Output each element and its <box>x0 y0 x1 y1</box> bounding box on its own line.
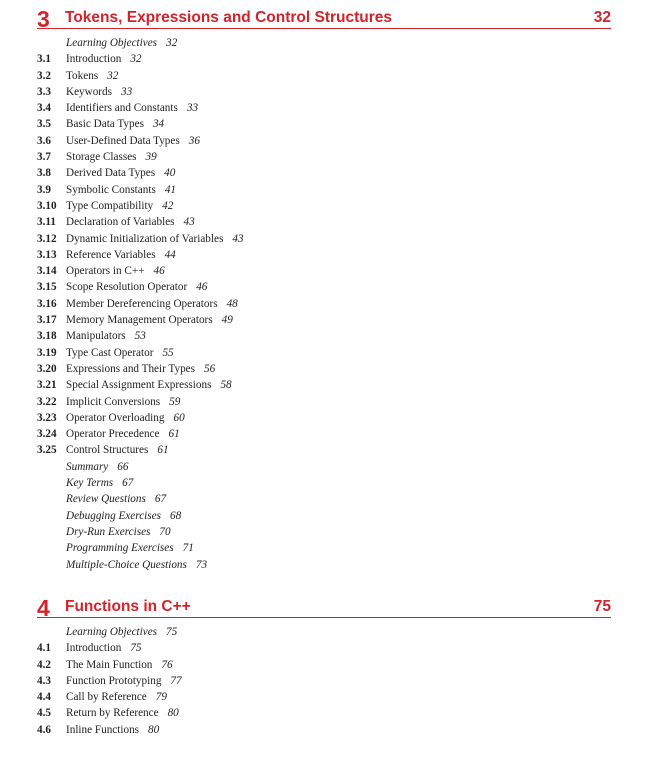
toc-entry[interactable] <box>37 640 611 656</box>
toc-entry[interactable] <box>37 165 611 181</box>
section-number: 4.3 <box>37 674 51 687</box>
section-page: 68 <box>169 509 182 522</box>
section-page: 55 <box>162 346 174 359</box>
section-page: 32 <box>166 37 178 49</box>
section-text <box>66 100 198 116</box>
section-title: Reference Variables <box>66 248 156 261</box>
chapter-title[interactable]: Functions in C++ <box>65 598 191 615</box>
section-title: Introduction <box>66 642 122 655</box>
section-page: 79 <box>155 691 167 704</box>
section-page: 34 <box>152 118 165 131</box>
section-text <box>66 84 132 100</box>
section-page: 32 <box>130 53 142 66</box>
section-page: 67 <box>154 493 167 506</box>
toc-entry[interactable] <box>37 705 611 721</box>
section-title: Type Cast Operator <box>66 346 154 359</box>
chapter-page: 32 <box>593 9 611 26</box>
toc-entry[interactable] <box>37 442 611 458</box>
section-text <box>66 475 133 491</box>
section-text <box>66 657 173 673</box>
section-text <box>66 263 165 279</box>
toc-entry[interactable] <box>37 84 611 100</box>
section-text <box>66 133 200 149</box>
section-title: Call by Reference <box>66 691 147 704</box>
section-title: The Main Function <box>66 658 153 671</box>
section-page: 73 <box>195 558 208 571</box>
section-text <box>66 557 207 573</box>
section-number: 3.16 <box>37 297 57 310</box>
section-number: 3.8 <box>37 167 51 180</box>
section-page: 32 <box>107 69 119 82</box>
toc-entry[interactable] <box>37 673 611 689</box>
section-title: Dry-Run Exercises <box>66 525 151 538</box>
section-title: Tokens <box>66 69 99 82</box>
section-text <box>66 35 177 51</box>
toc-entry[interactable] <box>37 182 611 198</box>
section-number: 4.6 <box>37 723 51 736</box>
section-text <box>66 491 166 507</box>
toc-entry[interactable] <box>37 116 611 132</box>
section-title: Type Compatibility <box>66 199 154 212</box>
section-number: 3.18 <box>37 330 57 343</box>
section-text <box>66 624 177 640</box>
section-title: Introduction <box>66 53 122 66</box>
section-number: 3.14 <box>37 265 57 278</box>
section-page: 76 <box>161 658 173 671</box>
toc-entry[interactable] <box>37 361 611 377</box>
toc-entry[interactable] <box>37 524 611 540</box>
toc-entry[interactable] <box>37 214 611 230</box>
section-page: 71 <box>182 542 194 555</box>
section-number: 3.12 <box>37 232 57 245</box>
section-title: Storage Classes <box>66 151 137 164</box>
section-title: Scope Resolution Operator <box>66 281 188 294</box>
toc-entry[interactable] <box>37 540 611 556</box>
toc-entry[interactable] <box>37 247 611 263</box>
section-text <box>66 508 181 524</box>
toc-entry[interactable] <box>37 51 611 67</box>
section-number: 3.19 <box>37 346 57 359</box>
section-text <box>66 689 167 705</box>
toc-entry[interactable] <box>37 377 611 393</box>
toc-entry[interactable] <box>37 508 611 524</box>
section-title: Declaration of Variables <box>66 216 175 229</box>
section-number: 3.1 <box>37 53 51 66</box>
section-text <box>66 524 171 540</box>
section-number: 3.25 <box>37 444 57 457</box>
section-text <box>66 345 174 361</box>
section-text <box>66 51 142 67</box>
chapter-3 <box>37 4 611 573</box>
section-title: Control Structures <box>66 444 149 457</box>
section-text <box>66 459 128 475</box>
section-page: 56 <box>204 362 216 375</box>
section-page: 41 <box>164 183 177 196</box>
section-text <box>66 214 195 230</box>
section-title: Learning Objectives <box>66 626 158 638</box>
section-number: 4.2 <box>37 658 51 671</box>
section-text <box>66 705 179 721</box>
section-title: Summary <box>66 460 109 473</box>
toc-entry[interactable] <box>37 328 611 344</box>
section-page: 49 <box>221 314 233 327</box>
section-page: 43 <box>183 216 195 229</box>
section-number: 3.17 <box>37 314 57 327</box>
toc-entry[interactable] <box>37 394 611 410</box>
section-title: Derived Data Types <box>66 167 156 180</box>
section-page: 43 <box>232 232 244 245</box>
section-page: 75 <box>130 642 142 655</box>
chapter-header <box>37 4 611 32</box>
section-page: 42 <box>162 199 174 212</box>
toc-entry[interactable] <box>37 426 611 442</box>
section-title: Basic Data Types <box>66 118 144 131</box>
section-title: User-Defined Data Types <box>66 134 180 147</box>
section-title: Implicit Conversions <box>66 395 161 408</box>
section-text <box>66 182 176 198</box>
section-page: 33 <box>121 85 133 98</box>
toc-entry[interactable] <box>37 312 611 328</box>
toc-entry[interactable] <box>37 100 611 116</box>
section-title: Memory Management Operators <box>66 314 213 327</box>
section-title: Programming Exercises <box>66 542 174 555</box>
chapter-4 <box>37 593 611 738</box>
toc-entry[interactable] <box>37 198 611 214</box>
section-title: Function Prototyping <box>66 674 162 687</box>
section-text <box>66 394 180 410</box>
section-number: 3.13 <box>37 248 57 261</box>
section-number: 4.1 <box>37 642 51 655</box>
section-page: 66 <box>117 460 129 473</box>
section-text <box>66 377 232 393</box>
section-text <box>66 540 194 556</box>
toc-entry[interactable] <box>37 133 611 149</box>
section-title: Return by Reference <box>66 707 159 720</box>
chapter-title[interactable]: Tokens, Expressions and Control Structures <box>65 9 393 26</box>
toc-entry[interactable] <box>37 689 611 705</box>
section-page: 80 <box>148 723 160 736</box>
section-page: 48 <box>226 297 238 310</box>
section-page: 70 <box>159 525 171 538</box>
section-text <box>66 198 173 214</box>
section-text <box>66 165 175 181</box>
toc-entry[interactable] <box>37 345 611 361</box>
section-text <box>66 231 244 247</box>
section-page: 80 <box>167 707 179 720</box>
section-title: Review Questions <box>66 493 146 506</box>
section-text <box>66 149 157 165</box>
section-page: 36 <box>188 134 200 147</box>
section-number: 3.6 <box>37 134 51 147</box>
toc-entry[interactable] <box>37 296 611 312</box>
toc-entry[interactable] <box>37 149 611 165</box>
section-number: 3.2 <box>37 69 51 82</box>
toc-entry[interactable] <box>37 491 611 507</box>
chapter-number: 4 <box>37 595 50 621</box>
section-page: 61 <box>168 428 180 441</box>
section-page: 40 <box>164 167 176 180</box>
section-text <box>66 68 118 84</box>
toc-list <box>37 624 611 738</box>
section-text <box>66 673 182 689</box>
section-text <box>66 426 180 442</box>
section-page: 44 <box>164 248 176 261</box>
section-number: 4.4 <box>37 691 51 704</box>
section-title: Member Dereferencing Operators <box>66 297 218 310</box>
section-title: Debugging Exercises <box>66 509 161 522</box>
section-number: 3.15 <box>37 281 57 294</box>
section-page: 39 <box>145 151 157 164</box>
section-number: 3.21 <box>37 379 57 392</box>
section-text <box>66 410 185 426</box>
toc-entry[interactable] <box>37 263 611 279</box>
section-page: 60 <box>173 411 185 424</box>
section-page: 75 <box>166 626 178 638</box>
toc-entry[interactable] <box>37 35 611 51</box>
section-page: 33 <box>186 102 199 115</box>
section-title: Dynamic Initialization of Variables <box>66 232 224 245</box>
toc-entry[interactable] <box>37 279 611 295</box>
chapter-page: 75 <box>593 598 611 615</box>
section-number: 3.10 <box>37 199 57 212</box>
toc-entry[interactable] <box>37 557 611 573</box>
section-number: 3.11 <box>37 216 56 229</box>
toc-entry[interactable] <box>37 459 611 475</box>
section-page: 58 <box>220 379 232 392</box>
section-title: Special Assignment Expressions <box>66 379 212 392</box>
section-title: Learning Objectives <box>66 37 158 49</box>
section-number: 3.9 <box>37 183 51 196</box>
toc-entry[interactable] <box>37 410 611 426</box>
section-title: Keywords <box>66 85 112 98</box>
section-text <box>66 722 159 738</box>
section-title: Operator Overloading <box>66 411 165 424</box>
toc-entry[interactable] <box>37 657 611 673</box>
toc-entry[interactable] <box>37 68 611 84</box>
section-number: 3.23 <box>37 411 57 424</box>
section-text <box>66 296 238 312</box>
toc-list <box>37 35 611 573</box>
section-page: 61 <box>157 444 169 457</box>
section-title: Expressions and Their Types <box>66 362 195 375</box>
section-title: Symbolic Constants <box>66 183 156 196</box>
section-text <box>66 247 176 263</box>
section-title: Key Terms <box>66 477 114 490</box>
section-page: 59 <box>169 395 181 408</box>
section-title: Operators in C++ <box>66 265 145 278</box>
section-text <box>66 279 207 295</box>
section-text <box>66 328 146 344</box>
section-text <box>66 640 142 656</box>
section-text <box>66 116 164 132</box>
section-text <box>66 442 169 458</box>
section-text <box>66 361 215 377</box>
section-title: Identifiers and Constants <box>66 102 178 115</box>
section-number: 3.7 <box>37 151 51 164</box>
section-number: 3.24 <box>37 428 57 441</box>
section-page: 46 <box>153 265 165 278</box>
toc-entry[interactable] <box>37 231 611 247</box>
section-number: 3.20 <box>37 362 57 375</box>
section-title: Inline Functions <box>66 723 140 736</box>
section-page: 67 <box>122 477 134 490</box>
toc-entry[interactable] <box>37 475 611 491</box>
toc-entry[interactable] <box>37 722 611 738</box>
section-page: 46 <box>196 281 208 294</box>
section-page: 77 <box>170 674 182 687</box>
section-number: 3.22 <box>37 395 57 408</box>
section-number: 3.3 <box>37 85 51 98</box>
section-page: 53 <box>134 330 146 343</box>
section-number: 3.5 <box>37 118 51 131</box>
chapter-number: 3 <box>37 6 50 32</box>
section-number: 4.5 <box>37 707 51 720</box>
section-text <box>66 312 233 328</box>
section-title: Multiple-Choice Questions <box>66 558 187 571</box>
chapter-header <box>37 593 611 621</box>
section-title: Operator Precedence <box>66 428 160 441</box>
section-title: Manipulators <box>66 330 126 343</box>
toc-entry[interactable] <box>37 624 611 640</box>
section-number: 3.4 <box>37 102 51 115</box>
